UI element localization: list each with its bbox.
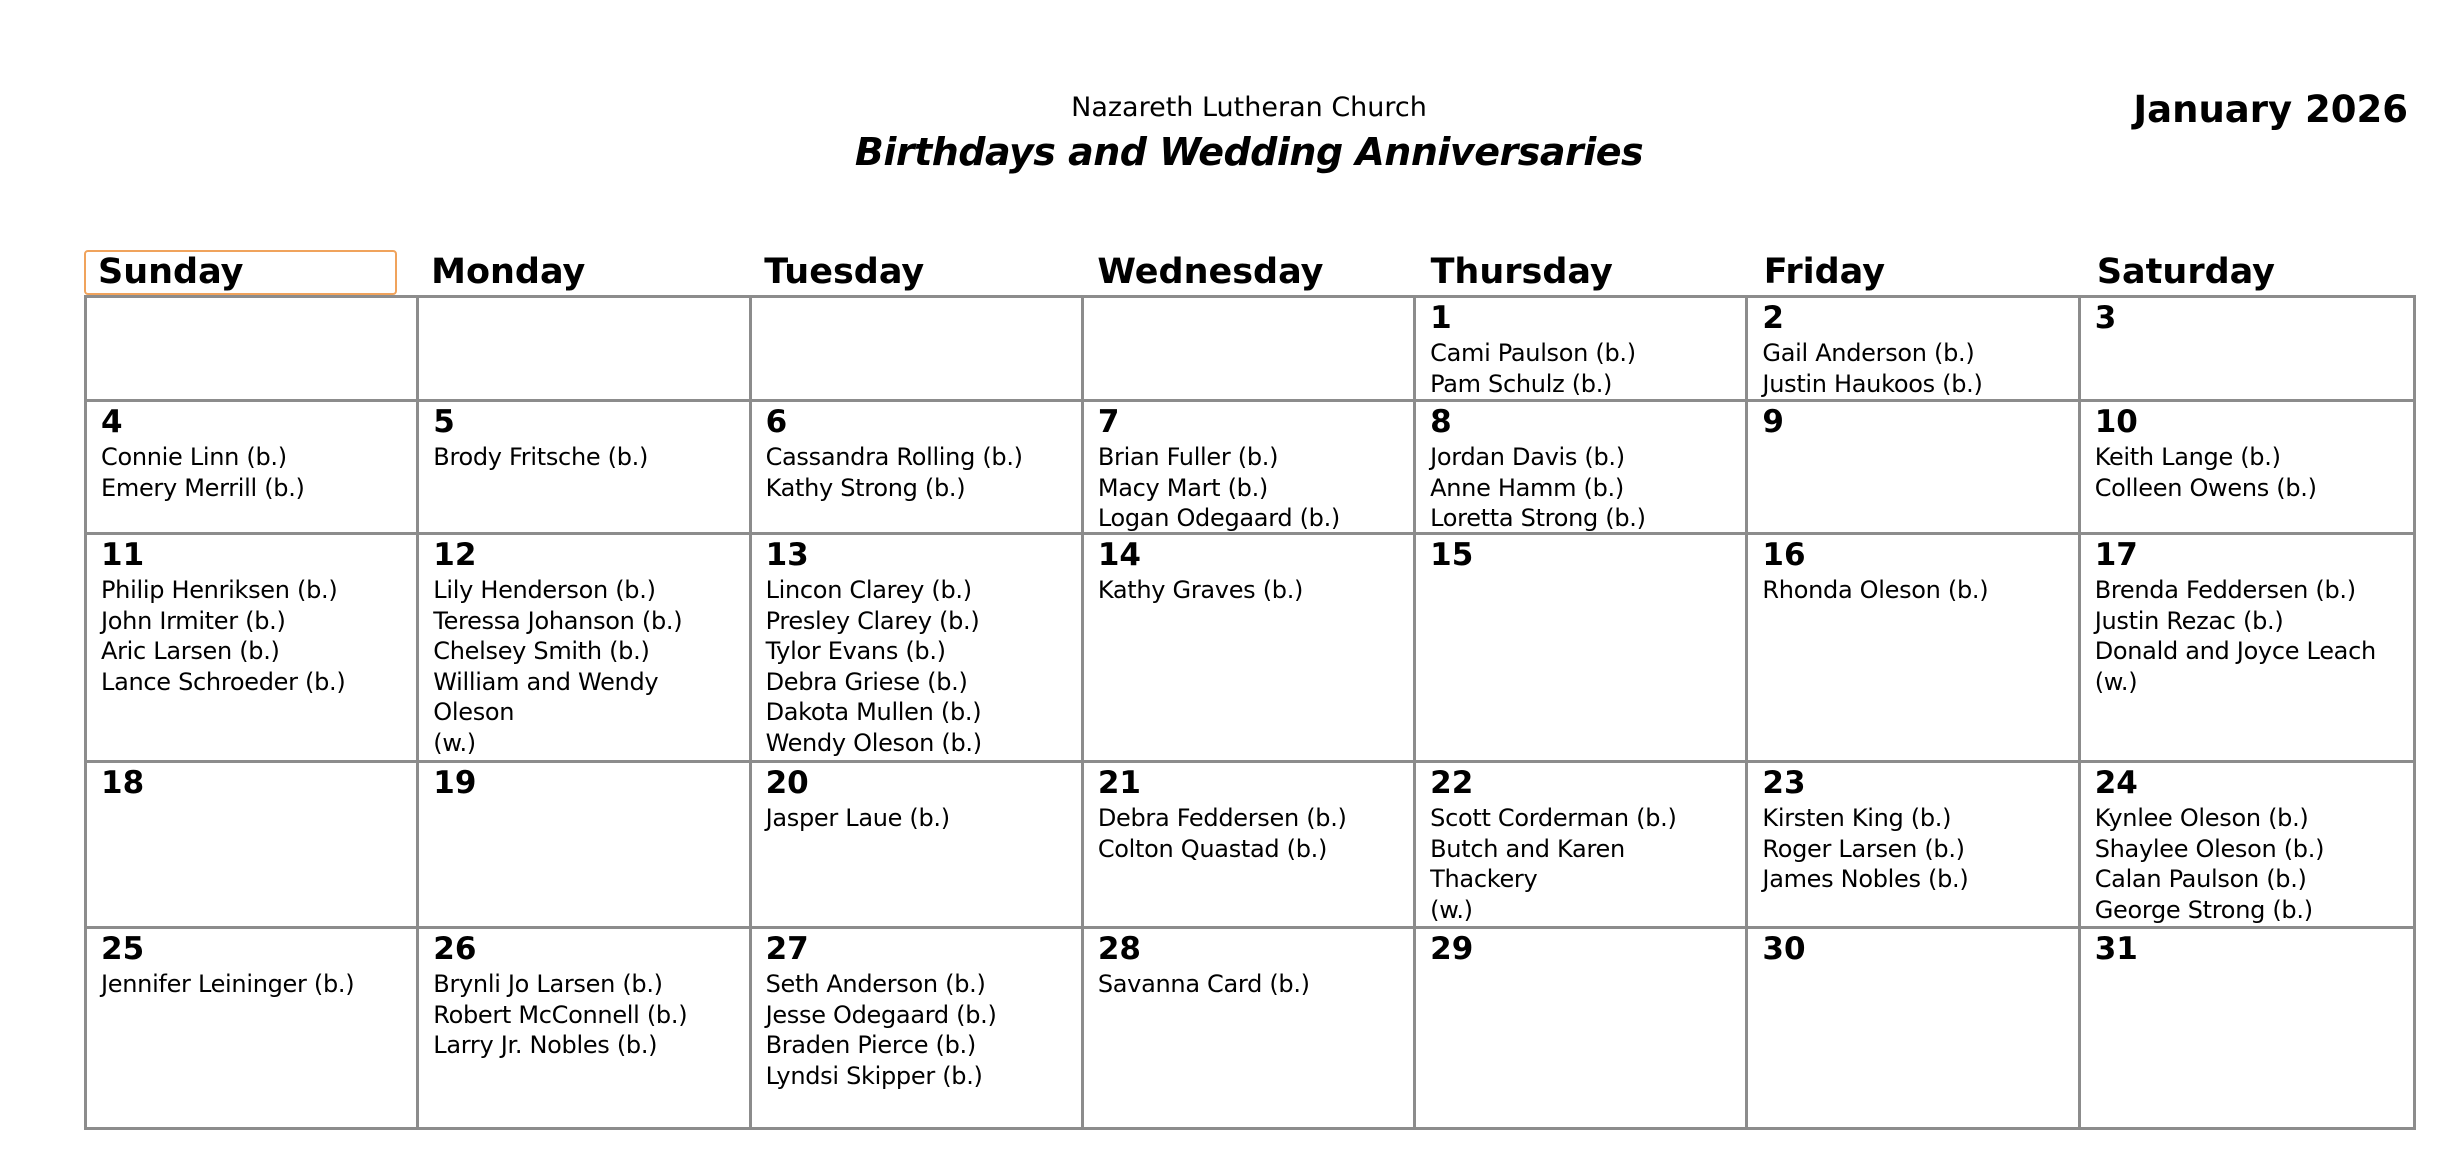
calendar-entry: Macy Mart (b.)	[1097, 473, 1268, 502]
day-number: 30	[1762, 931, 1806, 967]
day-number: 8	[1430, 404, 1452, 440]
calendar-entry: Scott Corderman (b.)	[1430, 804, 1677, 832]
calendar-entry: Brian Fuller (b.)	[1097, 443, 1279, 471]
weekday-thursday: Thursday	[1430, 252, 1613, 292]
day-cell	[87, 535, 419, 763]
day-cell	[752, 763, 1084, 929]
day-cell	[87, 298, 419, 402]
calendar-entry: Butch and Karen Thackery	[1430, 834, 1625, 893]
calendar-entry: Braden Pierce (b.)	[765, 1031, 976, 1059]
day-number: 29	[1430, 931, 1474, 967]
day-cell	[752, 402, 1084, 535]
calendar-entry: Robert McConnell (b.)	[433, 1000, 688, 1029]
calendar-entry: Lance Schroeder (b.)	[101, 667, 346, 696]
day-number	[1098, 300, 1403, 338]
day-number: 11	[101, 537, 145, 573]
day-cell	[2081, 763, 2413, 929]
calendar-entry: Keith Lange (b.)	[2094, 443, 2281, 471]
calendar-entry: Roger Larsen (b.)	[1762, 834, 1965, 863]
day-cell	[1748, 535, 2080, 763]
day-cell	[2081, 298, 2413, 402]
calendar-entry: (w.)	[2094, 667, 2138, 696]
day-number	[101, 300, 406, 338]
day-cell	[419, 535, 751, 763]
day-cell	[752, 298, 1084, 402]
calendar-entry: Dakota Mullen (b.)	[765, 698, 982, 726]
calendar-entry: Logan Odegaard (b.)	[1097, 504, 1340, 532]
calendar-entry: Lyndsi Skipper (b.)	[765, 1061, 983, 1090]
calendar-entry: James Nobles (b.)	[1762, 865, 1969, 893]
day-cell	[419, 298, 751, 402]
day-cell	[752, 929, 1084, 1127]
calendar-entry: Justin Haukoos (b.)	[1762, 369, 1983, 398]
calendar-entry: Jordan Davis (b.)	[1430, 443, 1625, 471]
calendar-entry: Brenda Feddersen (b.)	[2094, 576, 2356, 604]
day-cell	[1084, 298, 1416, 402]
day-cell	[419, 763, 751, 929]
day-cell	[1416, 402, 1748, 535]
weekday-saturday: Saturday	[2096, 252, 2275, 292]
day-cell	[2081, 402, 2413, 535]
calendar-entry: Lincon Clarey (b.)	[765, 576, 972, 604]
day-number: 26	[433, 931, 477, 967]
day-number: 15	[1430, 537, 1474, 573]
day-cell	[419, 402, 751, 535]
calendar-entry: Kynlee Oleson (b.)	[2094, 804, 2309, 832]
calendar-entry: Justin Rezac (b.)	[2094, 606, 2284, 635]
day-cell	[752, 535, 1084, 763]
calendar-entry: Shaylee Oleson (b.)	[2094, 834, 2325, 863]
day-number: 3	[2094, 300, 2117, 336]
day-cell	[1748, 402, 2080, 535]
day-number: 13	[765, 537, 809, 573]
day-number: 7	[1097, 404, 1120, 440]
calendar-entry: Brynli Jo Larsen (b.)	[433, 970, 663, 998]
weekday-header-row	[84, 250, 2416, 295]
day-cell	[87, 402, 419, 535]
day-cell	[1748, 763, 2080, 929]
day-cell	[1748, 298, 2080, 402]
day-cell	[2081, 929, 2413, 1127]
day-cell	[1416, 298, 1748, 402]
day-number: 14	[1097, 537, 1141, 573]
calendar-entry: Loretta Strong (b.)	[1430, 504, 1646, 532]
weekday-wednesday: Wednesday	[1097, 252, 1324, 292]
calendar-entry: Kathy Strong (b.)	[765, 473, 966, 502]
day-cell	[1084, 535, 1416, 763]
calendar-entry: Rhonda Oleson (b.)	[1762, 576, 1989, 604]
day-cell	[1416, 763, 1748, 929]
day-number: 28	[1097, 931, 1141, 967]
calendar-entry: Philip Henriksen (b.)	[101, 576, 338, 604]
day-cell	[1748, 929, 2080, 1127]
calendar-entry: Lily Henderson (b.)	[433, 576, 656, 604]
day-number: 2	[1762, 300, 1784, 336]
day-number: 20	[765, 765, 809, 801]
calendar-entry: Debra Feddersen (b.)	[1097, 804, 1347, 832]
calendar-entry: George Strong (b.)	[2094, 895, 2313, 924]
day-number: 19	[433, 765, 477, 801]
calendar-entry: Jesse Odegaard (b.)	[765, 1000, 997, 1029]
day-number: 16	[1762, 537, 1806, 573]
calendar-entry: Anne Hamm (b.)	[1430, 473, 1624, 502]
day-number: 9	[1762, 404, 1784, 440]
calendar-entry: Larry Jr. Nobles (b.)	[433, 1031, 658, 1059]
calendar-entry: Cassandra Rolling (b.)	[765, 443, 1023, 471]
day-number: 27	[765, 931, 809, 967]
day-cell	[2081, 535, 2413, 763]
calendar-entry: Presley Clarey (b.)	[765, 606, 980, 635]
calendar-grid	[84, 295, 2416, 1130]
calendar-entry: Jasper Laue (b.)	[765, 804, 950, 832]
day-number: 1	[1430, 300, 1452, 336]
day-number: 10	[2094, 404, 2138, 440]
calendar-entry: Pam Schulz (b.)	[1430, 369, 1613, 398]
calendar-entry: Teressa Johanson (b.)	[433, 606, 683, 635]
day-cell	[1416, 929, 1748, 1127]
calendar-entry: William and Wendy Oleson	[433, 667, 659, 726]
calendar-entry: Emery Merrill (b.)	[101, 473, 305, 502]
calendar-entry: Jennifer Leininger (b.)	[101, 970, 355, 998]
calendar-title: Birthdays and Wedding Anniversaries	[854, 130, 1644, 174]
calendar-entry: Chelsey Smith (b.)	[433, 637, 650, 665]
calendar-entry: Brody Fritsche (b.)	[433, 443, 649, 471]
calendar-entry: (w.)	[1430, 895, 1473, 924]
calendar-entry: John Irmiter (b.)	[101, 606, 286, 635]
day-cell	[1416, 535, 1748, 763]
day-number: 21	[1097, 765, 1141, 801]
calendar-entry: Connie Linn (b.)	[101, 443, 287, 471]
calendar-entry: Cami Paulson (b.)	[1430, 339, 1636, 367]
day-number: 17	[2094, 537, 2138, 573]
day-number: 18	[101, 765, 145, 801]
weekday-sunday[interactable]: Sunday	[84, 250, 397, 295]
day-number: 6	[765, 404, 788, 440]
day-number: 12	[433, 537, 477, 573]
calendar-entry: Colton Quastad (b.)	[1097, 834, 1328, 863]
day-number: 25	[101, 931, 145, 967]
calendar-entry: Aric Larsen (b.)	[101, 637, 280, 665]
day-cell	[1084, 402, 1416, 535]
calendar-entry: Donald and Joyce Leach	[2094, 637, 2376, 665]
day-number: 24	[2094, 765, 2138, 801]
month-label: January 2026	[2133, 88, 2408, 131]
day-number: 5	[433, 404, 455, 440]
calendar-entry: Savanna Card (b.)	[1097, 970, 1310, 998]
weekday-friday: Friday	[1763, 252, 1886, 292]
day-number	[766, 300, 1071, 338]
calendar-entry: (w.)	[433, 728, 476, 757]
calendar-entry: Kirsten King (b.)	[1762, 804, 1952, 832]
day-cell	[87, 929, 419, 1127]
calendar-entry: Gail Anderson (b.)	[1762, 339, 1975, 367]
weekday-tuesday: Tuesday	[764, 252, 925, 292]
calendar-entry: Wendy Oleson (b.)	[765, 728, 982, 757]
day-cell	[1084, 763, 1416, 929]
day-number: 31	[2094, 931, 2138, 967]
calendar-entry: Colleen Owens (b.)	[2094, 473, 2317, 502]
day-cell	[1084, 929, 1416, 1127]
day-cell	[87, 763, 419, 929]
day-number	[433, 300, 738, 338]
day-number: 23	[1762, 765, 1806, 801]
day-cell	[419, 929, 751, 1127]
calendar-entry: Kathy Graves (b.)	[1097, 576, 1304, 604]
calendar-entry: Debra Griese (b.)	[765, 667, 968, 696]
calendar-entry: Tylor Evans (b.)	[765, 637, 946, 665]
calendar-entry: Calan Paulson (b.)	[2094, 865, 2307, 893]
organization-name: Nazareth Lutheran Church	[1071, 92, 1427, 123]
weekday-monday: Monday	[431, 252, 586, 292]
calendar-entry: Seth Anderson (b.)	[765, 970, 986, 998]
day-number: 22	[1430, 765, 1474, 801]
day-number: 4	[101, 404, 123, 440]
